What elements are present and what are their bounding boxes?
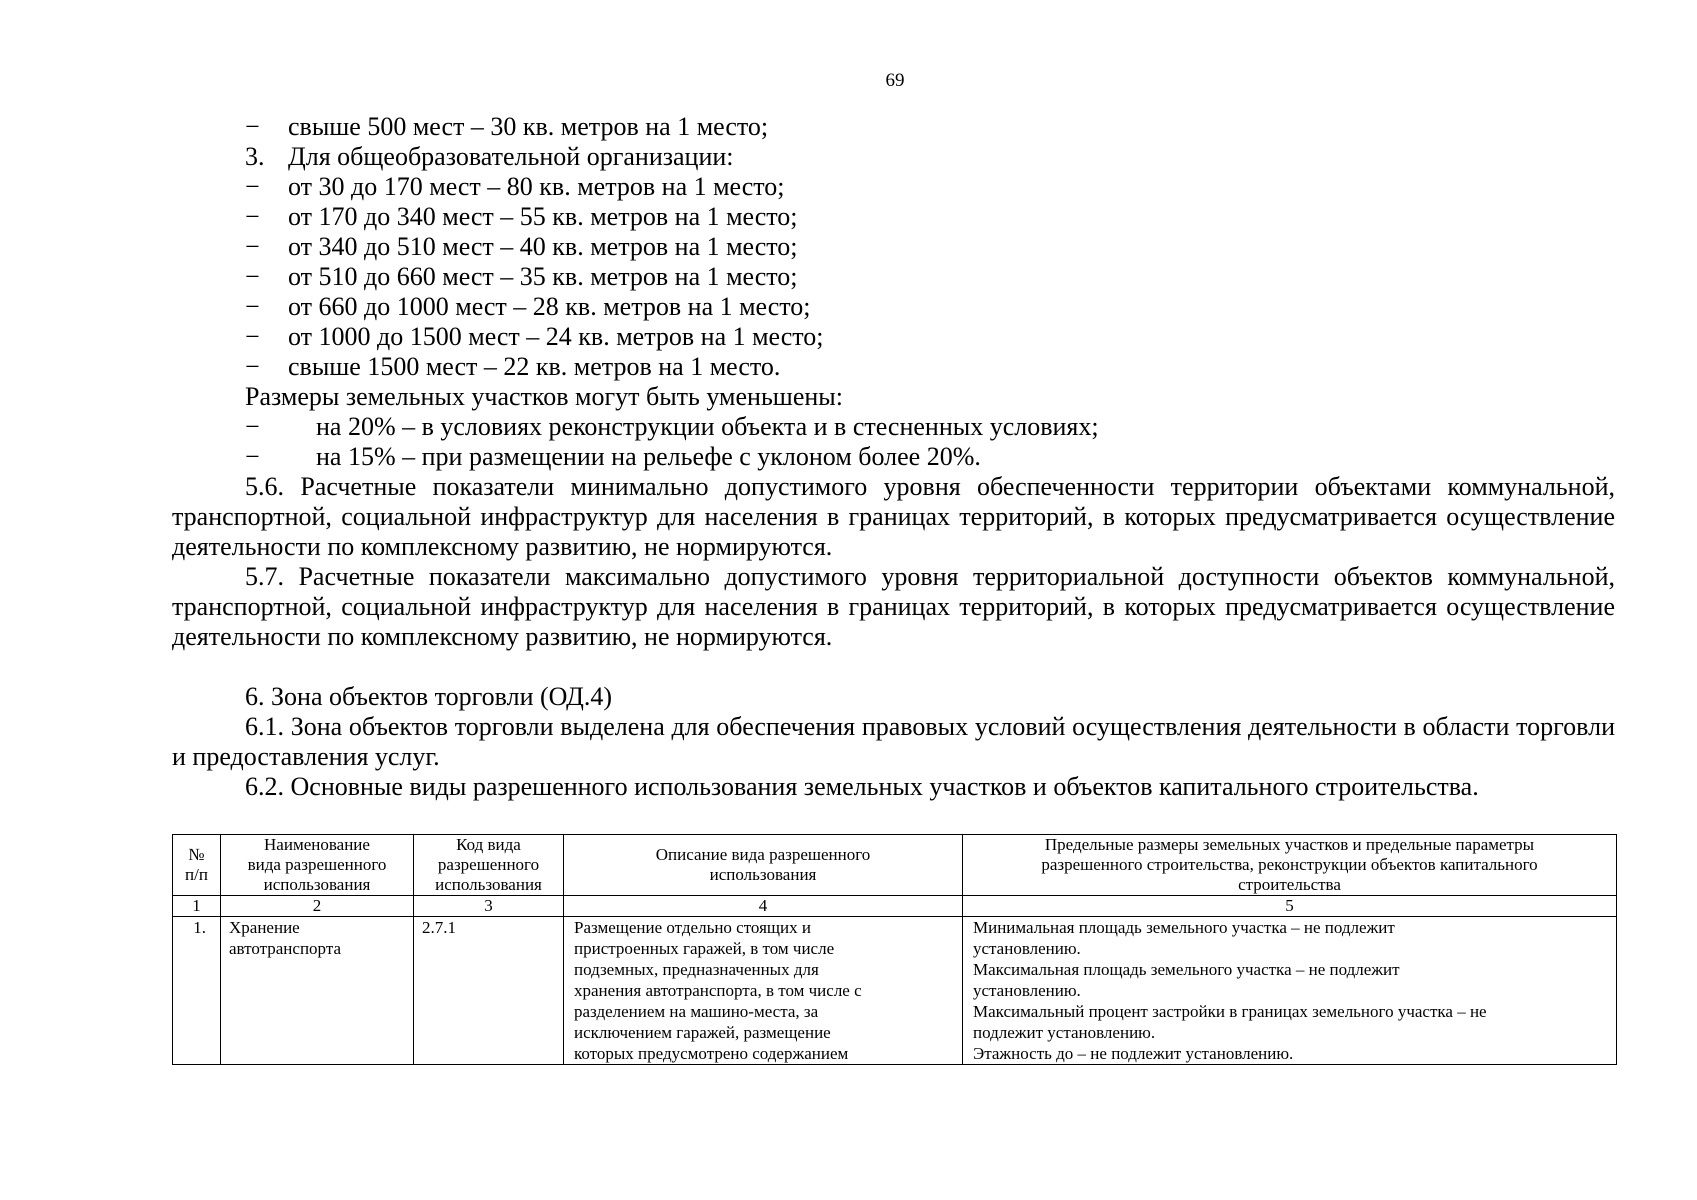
top-list [172,112,1615,382]
row-number: 1. [173,917,221,1065]
list-item-text: на 20% – в условиях реконструкции объекта и в стесненных условиях; [316,412,1099,441]
row-code: 2.7.1 [414,917,564,1065]
list-item [172,322,1615,352]
header-limits: Предельные размеры земельных участков и предельные параметры разрешенного строительства, реконструкции объектов капитального строительства [963,835,1617,896]
list-item [172,262,1615,292]
table-header-row [173,835,1617,896]
list-item-numbered [172,142,1615,172]
header-number: № п/п [173,835,221,896]
paragraph-6-2: 6.2. Основные виды разрешенного использования земельных участков и объектов капитального строительства. [245,772,1479,801]
list-item-text: от 510 до 660 мест – 35 кв. метров на 1 место; [288,262,798,291]
list-item [172,412,1615,442]
column-number-row [173,896,1617,917]
row-limits: Минимальная площадь земельного участка – не подлежит установлению. Максимальная площадь земельного участка – не подлежит установлению. Максимальный процент застройки в границах земельного участка – не подлежит установлению. Этажность до – не подлежит установлению. [963,917,1617,1065]
list-item [172,292,1615,322]
list-item-text: от 170 до 340 мест – 55 кв. метров на 1 место; [288,202,798,231]
header-name: Наименование вида разрешенного использования [221,835,414,896]
column-number: 3 [414,896,564,917]
list-item-text: от 340 до 510 мест – 40 кв. метров на 1 место; [288,232,798,261]
list-marker: − [245,322,260,351]
page-number: 69 [885,70,905,91]
list-item-text: свыше 500 мест – 30 кв. метров на 1 место; [288,112,769,141]
list-marker: − [245,172,260,201]
list-item-text: от 30 до 170 мест – 80 кв. метров на 1 место; [288,172,785,201]
land-use-table [172,834,1617,1065]
list-item [172,352,1615,382]
column-number: 5 [963,896,1617,917]
document-body [172,112,1615,802]
list-marker: − [245,112,260,141]
list-item [172,442,1615,472]
list-item [172,112,1615,142]
header-description: Описание вида разрешенного использования [564,835,963,896]
list-marker: − [245,262,260,291]
column-number: 2 [221,896,414,917]
header-code: Код вида разрешенного использования [414,835,564,896]
row-description: Размещение отдельно стоящих и пристроенных гаражей, в том числе подземных, предназначенных для хранения автотранспорта, в том числе с разделением на машино-места, за исключением гаражей, размещение которых предусмотрено содержанием [564,917,963,1065]
list-item [172,172,1615,202]
list-item-text: Для общеобразовательной организации: [288,142,734,171]
list-marker: − [245,352,260,381]
column-number: 1 [173,896,221,917]
list-number: 3. [245,142,265,171]
list-marker: − [245,232,260,261]
column-number: 4 [564,896,963,917]
list-item [172,232,1615,262]
list-item-text: от 1000 до 1500 мест – 24 кв. метров на 1 место; [288,322,824,351]
list-item-text: свыше 1500 мест – 22 кв. метров на 1 место. [288,352,781,381]
paragraph-5-6: 5.6. Расчетные показатели минимально допустимого уровня обеспеченности территории объектами коммунальной, транспортной, социальной инфраструктур для населения в границах территорий, в которых предусматривается осуществление деятельности по комплексному развитию, не нормируются. [172,472,1615,561]
paragraph-6-1: 6.1. Зона объектов торговли выделена для обеспечения правовых условий осуществления деятельности в области торговли и предоставления услуг. [172,712,1615,771]
list-item-text: на 15% – при размещении на рельефе с уклоном более 20%. [316,442,981,471]
section-title: 6. Зона объектов торговли (ОД.4) [245,682,613,711]
list-marker: − [245,412,260,441]
spacer [172,652,1615,682]
paragraph-5-7: 5.7. Расчетные показатели максимально допустимого уровня территориальной доступности объектов коммунальной, транспортной, социальной инфраструктур для населения в границах территорий, в которых предусматривается осуществление деятельности по комплексному развитию, не нормируются. [172,562,1615,651]
list-marker: − [245,442,260,471]
reduce-heading: Размеры земельных участков могут быть уменьшены: [245,382,843,411]
list-marker: − [245,202,260,231]
list-item [172,202,1615,232]
list-marker: − [245,292,260,321]
table-row [173,917,1617,1065]
row-name: Хранение автотранспорта [221,917,414,1065]
list-item-text: от 660 до 1000 мест – 28 кв. метров на 1 место; [288,292,811,321]
